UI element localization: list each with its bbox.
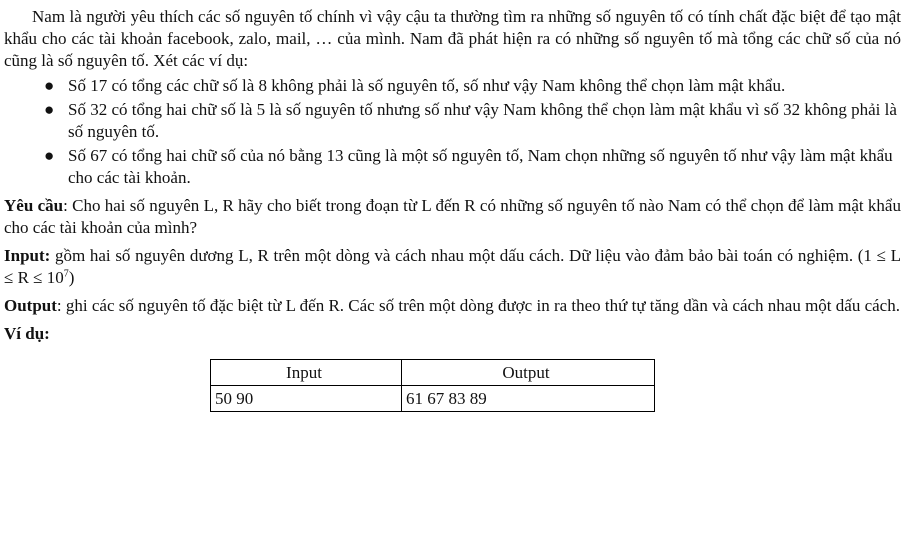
intro-paragraph: Nam là người yêu thích các số nguyên tố chính vì vậy cậu ta thường tìm ra những số nguyên tố có tính chất đặc biệt để tạo mật khẩu cho các tài khoản facebook, zalo, mail, … của mình. Nam đã phát hiện ra có những số nguyên tố mà tổng các chữ số của nó cũng là số nguyên tố. Xét các ví dụ: (4, 7, 901, 70)
table-header-output: Output (402, 360, 655, 386)
input-exponent: 7 (63, 268, 69, 280)
example-text: Số 32 có tổng hai chữ số là 5 là số nguyên tố nhưng số như vậy Nam không thể chọn làm mật khẩu vì số 32 không phải là số nguyên tố. (68, 100, 897, 141)
output-text: : ghi các số nguyên tố đặc biệt từ L đến R. Các số trên một dòng được in ra theo thứ tự tăng dần và cách nhau một dấu cách. (56, 296, 900, 315)
bullet-icon: ● (44, 146, 55, 165)
input-close: ) (68, 268, 75, 287)
table-row (211, 386, 655, 412)
list-item (4, 75, 901, 97)
example-table (210, 359, 655, 412)
request-paragraph (4, 195, 901, 239)
list-item (4, 99, 901, 143)
list-item (4, 145, 901, 189)
example-heading (4, 323, 901, 345)
output-paragraph (4, 295, 901, 317)
request-label: Yêu cầu (4, 196, 64, 215)
input-paragraph (4, 245, 901, 289)
table-cell-input: 50 90 (211, 386, 402, 412)
example-text: Số 17 có tổng các chữ số là 8 không phải là số nguyên tố, số như vậy Nam không thể chọn làm mật khẩu. (68, 76, 786, 95)
output-label: Output (4, 296, 57, 315)
table-cell-output: 61 67 83 89 (402, 386, 655, 412)
bullet-icon: ● (44, 76, 55, 95)
examples-list (4, 75, 901, 189)
bullet-icon: ● (44, 100, 55, 119)
example-heading-text: Ví dụ: (4, 324, 50, 343)
input-label: Input: (4, 246, 51, 265)
table-header-row (211, 360, 655, 386)
input-text: gồm hai số nguyên dương L, R trên một dòng và cách nhau một dấu cách. Dữ liệu vào đảm bảo bài toán có nghiệm. (1 ≤ L ≤ R ≤ 10 (4, 246, 901, 287)
request-text: : Cho hai số nguyên L, R hãy cho biết trong đoạn từ L đến R có những số nguyên tố nào Nam có thể chọn để làm mật khẩu cho các tài khoản của mình? (4, 196, 901, 237)
table-header-input: Input (211, 360, 402, 386)
example-text: Số 67 có tổng hai chữ số của nó bằng 13 cũng là một số nguyên tố, Nam chọn những số nguyên tố như vậy làm mật khẩu cho các tài khoản. (68, 146, 893, 187)
